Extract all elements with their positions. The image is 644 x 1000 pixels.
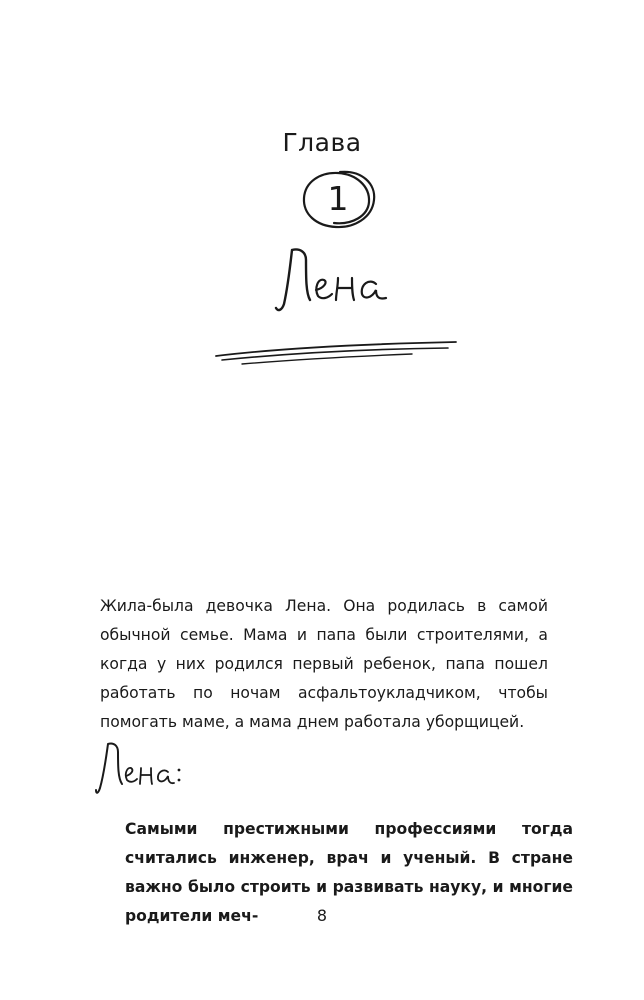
chapter-title-handwritten <box>270 238 400 318</box>
speaker-label-handwritten <box>94 738 184 798</box>
body-paragraph: Жила-была девочка Лена. Она родилась в самой обычной семье. Мама и папа были строителями, а когда у них родился первый ребенок, папа пошел работать по ночам асфальтоукладчиком, чтобы помогать маме, а мама днем работала уборщицей. <box>100 597 548 731</box>
decorative-underline-swash <box>212 336 462 368</box>
speaker-quote: Самыми престижными профессиями тогда считались инженер, врач и ученый. В стране важно было строить и развивать науку, и многие родители меч- <box>125 820 573 925</box>
chapter-number-badge <box>296 166 380 232</box>
chapter-label: Глава <box>282 128 362 157</box>
chapter-number: 1 <box>327 179 349 218</box>
page-number: 8 <box>316 906 328 925</box>
